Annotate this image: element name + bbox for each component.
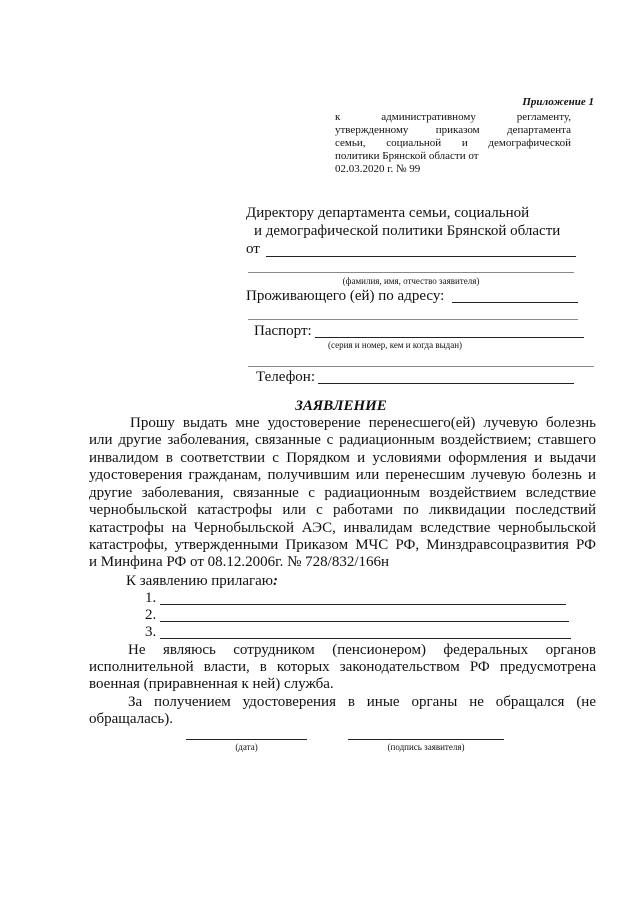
date-input-line[interactable] [186, 739, 307, 740]
attach-item-3-line[interactable] [160, 638, 571, 639]
passport-label: Паспорт: [254, 323, 312, 339]
attach-item-2-line[interactable] [160, 621, 569, 622]
signature-input-line[interactable] [348, 739, 504, 740]
from-input-line[interactable] [266, 256, 576, 257]
phone-label: Телефон: [256, 369, 315, 385]
appendix-line-4: политики Брянской области от [335, 150, 479, 162]
passport-caption: (серия и номер, кем и когда выдан) [328, 340, 463, 350]
attach-label-text: К заявлению прилагаю [126, 573, 273, 589]
appendix-line-5: 02.03.2020 г. № 99 [335, 163, 421, 175]
date-caption: (дата) [235, 742, 258, 752]
para-line-3: инвалидом в соответствии с Порядком и условиями оформления и выдачи [89, 450, 596, 466]
from-label: от [246, 241, 260, 257]
para-line-6: чернобыльской катастрофы или с работами по ликвидации последствий [89, 502, 596, 518]
passport-input-line-2[interactable] [248, 366, 594, 367]
attach-item-1-line[interactable] [160, 604, 566, 605]
not-employee-line-3: военная (приравненная к ней) служба. [89, 676, 334, 692]
attach-label [126, 573, 278, 590]
signature-caption: (подпись заявителя) [387, 742, 465, 752]
para-line-4: удостоверения гражданам, получившим или перенесшим лучевую болезнь и [89, 467, 596, 483]
addressee-line-2: и демографической политики Брянской области [254, 223, 561, 239]
not-employee-line-1: Не являюсь сотрудником (пенсионером) федеральных органов [128, 642, 596, 658]
appendix-line-3: семьи, социальной и демографической [335, 137, 571, 149]
appendix-line-1: к административному регламенту, [335, 111, 571, 123]
appendix-title: Приложение 1 [522, 96, 594, 108]
address-label: Проживающего (ей) по адресу: [246, 288, 445, 304]
phone-input-line[interactable] [318, 383, 574, 384]
para-line-2: или другие заболевания, связанные с радиационным воздействием; ставшего [89, 432, 596, 448]
attach-item-2-number: 2. [145, 607, 157, 623]
para-line-1: Прошу выдать мне удостоверение перенесшего(ей) лучевую болезнь [130, 415, 596, 431]
attach-item-3-number: 3. [145, 624, 157, 640]
address-input-line-2[interactable] [248, 319, 578, 320]
fio-caption: (фамилия, имя, отчество заявителя) [342, 276, 480, 286]
para-line-9: и Минфина РФ от 08.12.2006г. № 728/832/166н [89, 554, 390, 570]
fio-input-line[interactable] [248, 272, 574, 273]
not-employee-line-2: исполнительной власти, в которых законодательством РФ предусмотрена [89, 659, 596, 675]
para-line-8: катастрофы, утвержденными Приказом МЧС РФ, Минздравсоцразвития РФ [89, 537, 596, 553]
not-applied-line-1: За получением удостоверения в иные органы не обращался (не [128, 694, 596, 710]
not-applied-line-2: обращалась). [89, 711, 174, 727]
appendix-line-2: утвержденному приказом департамента [335, 124, 571, 136]
para-line-5: другие заболевания, связанные с радиационным воздействием вследствие [89, 485, 596, 501]
attach-colon: : [273, 573, 278, 589]
passport-input-line[interactable] [315, 337, 584, 338]
para-line-7: катастрофы на Чернобыльской АЭС, инвалидам вследствие чернобыльской [89, 520, 596, 536]
statement-heading: ЗАЯВЛЕНИЕ [295, 398, 387, 414]
address-input-line[interactable] [452, 302, 578, 303]
addressee-line-1: Директору департамента семьи, социальной [246, 205, 530, 221]
attach-item-1-number: 1. [145, 590, 157, 606]
